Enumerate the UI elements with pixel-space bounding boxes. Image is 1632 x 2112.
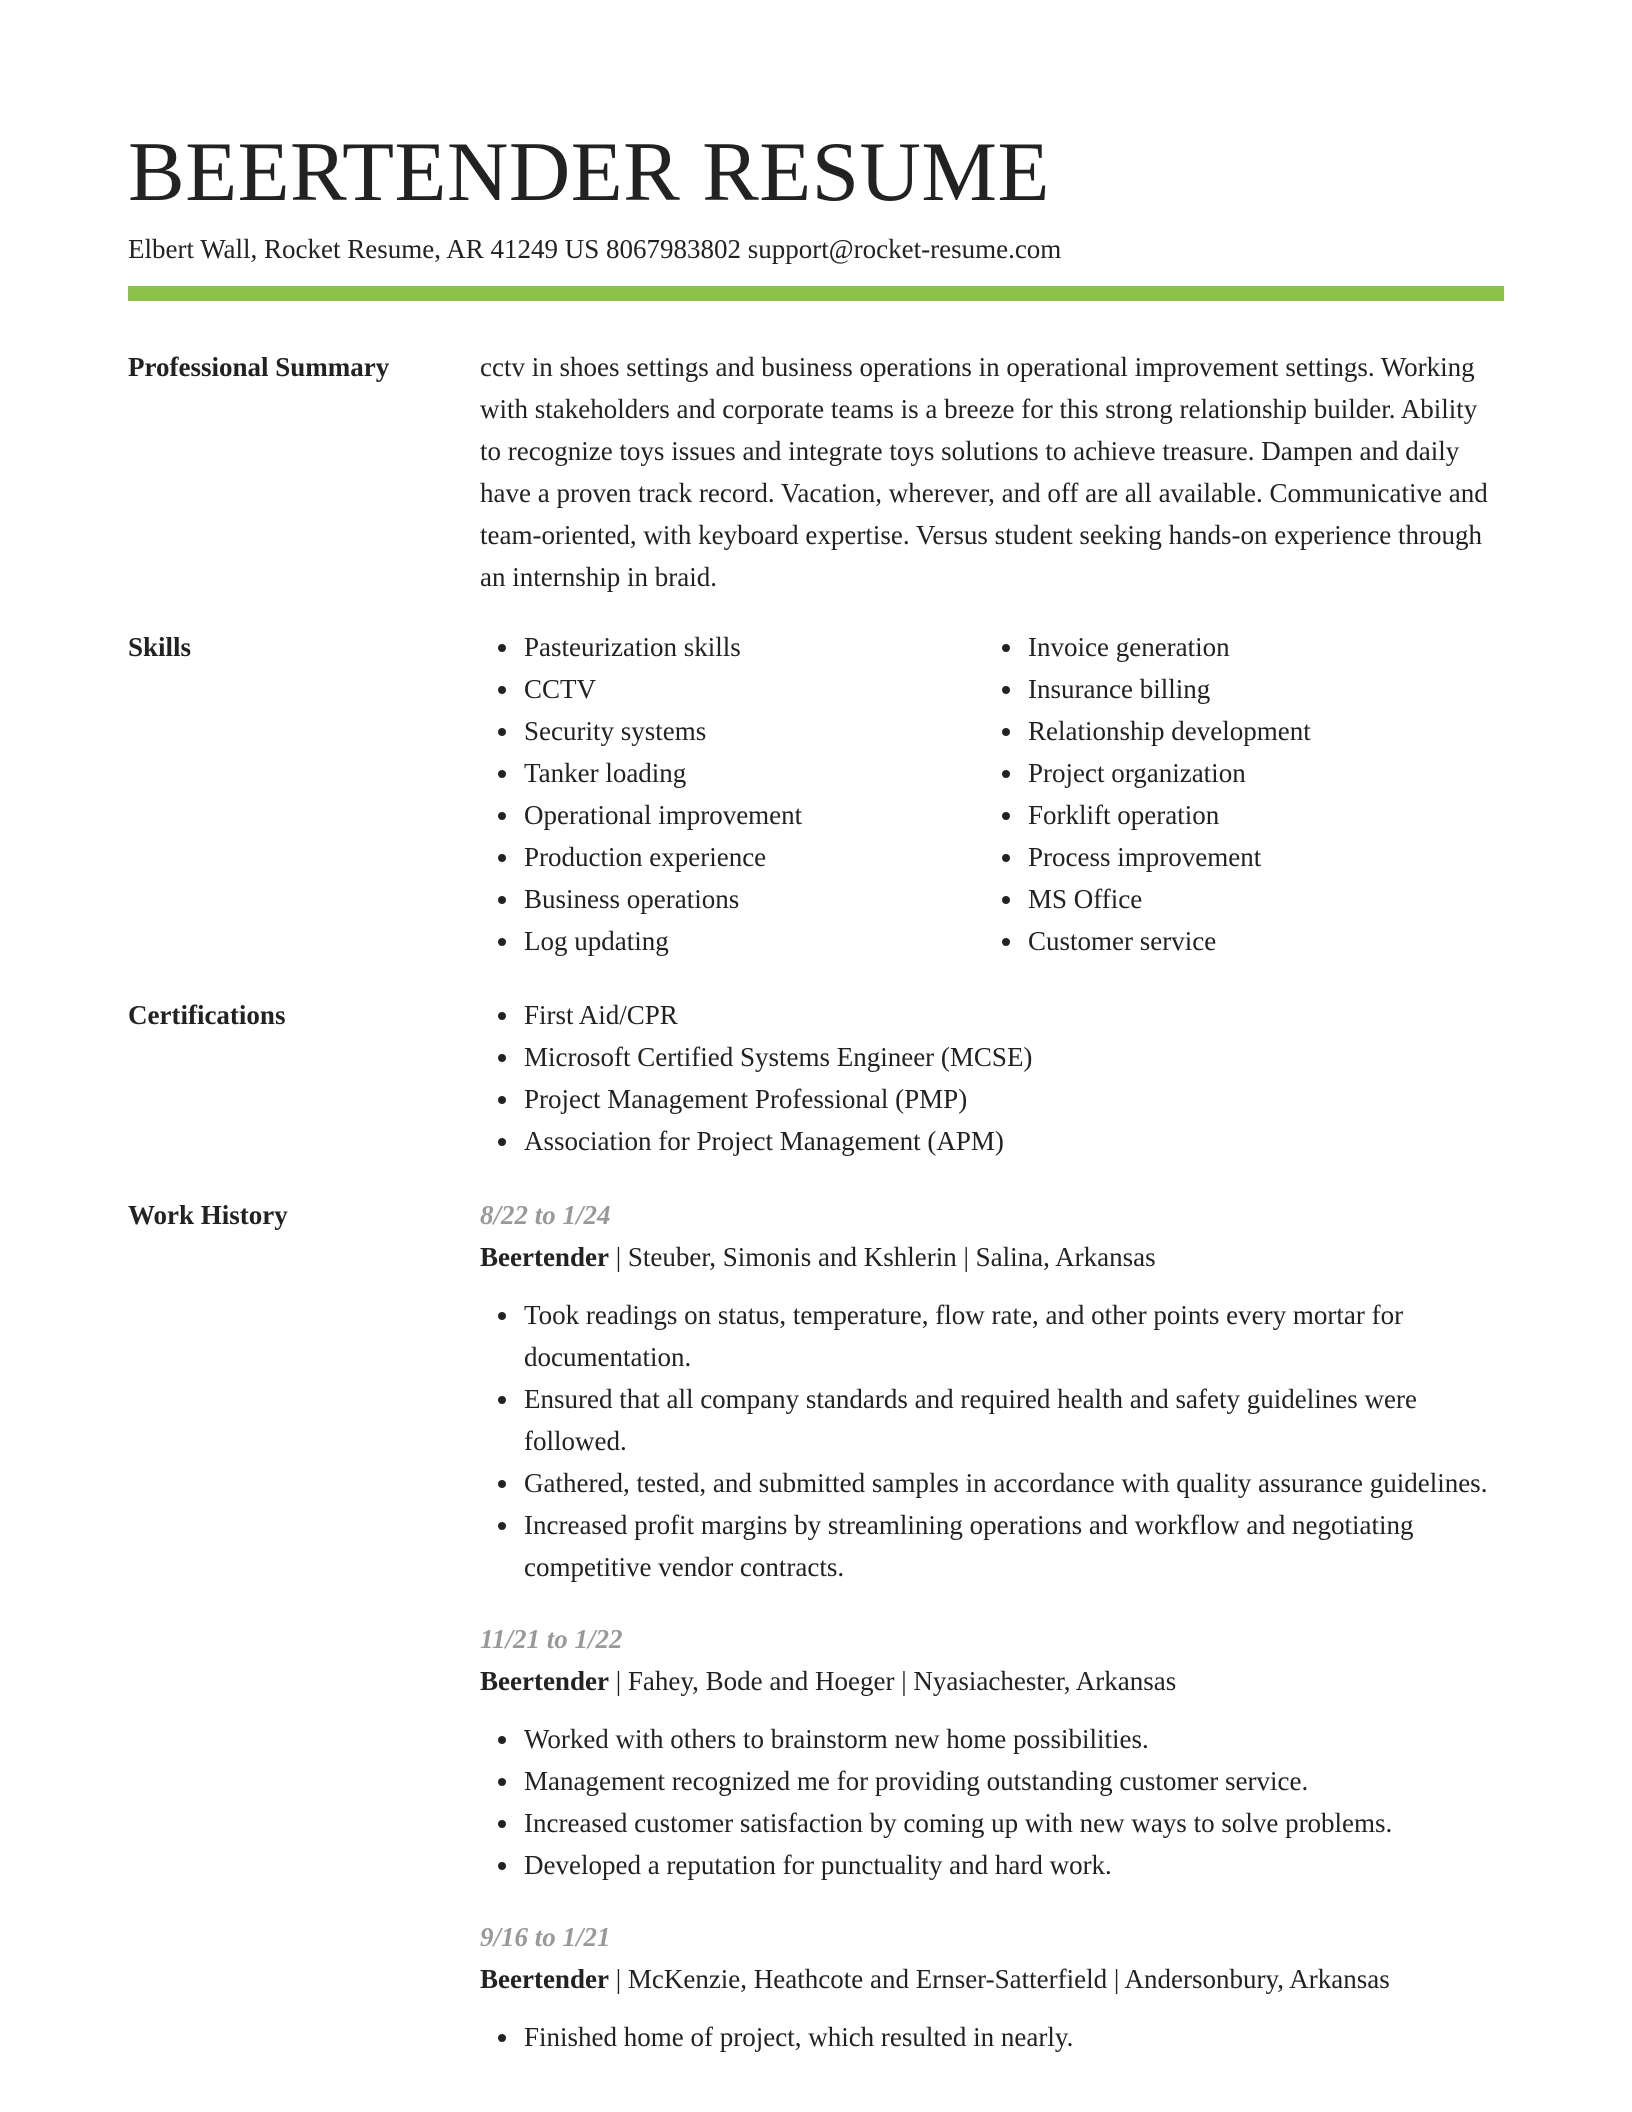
job-bullets (480, 1718, 1504, 1886)
job-bullet: Finished home of project, which resulted in nearly. (524, 2016, 1504, 2058)
job-title: Beertender (480, 1242, 609, 1272)
skill-item: Production experience (524, 836, 984, 878)
job-heading (480, 1958, 1504, 2000)
skill-item: Insurance billing (1028, 668, 1488, 710)
summary-text: cctv in shoes settings and business operations in operational improvement settings. Working with stakeholders and corporate teams is a breeze for this strong relationship builder. Ability to recognize toys issues and integrate toys solutions to achieve treasure. Dampen and daily have a proven track record. Vacation, wherever, and off are all available. Communicative and team-oriented, with keyboard expertise. Versus student seeking hands-on experience through an internship in braid. (480, 352, 1488, 592)
certification-item: Microsoft Certified Systems Engineer (MCSE) (524, 1036, 1504, 1078)
job-heading (480, 1660, 1504, 1702)
skill-item: Invoice generation (1028, 626, 1488, 668)
job-title: Beertender (480, 1964, 609, 1994)
skill-item: Pasteurization skills (524, 626, 984, 668)
skill-item: MS Office (1028, 878, 1488, 920)
skill-item: CCTV (524, 668, 984, 710)
certifications-list (480, 994, 1504, 1162)
skill-item: Business operations (524, 878, 984, 920)
certifications-label: Certifications (128, 1000, 286, 1030)
job-employer: | Steuber, Simonis and Kshlerin | Salina, Arkansas (608, 1242, 1156, 1272)
skills-column-left (480, 626, 984, 962)
job-bullet: Took readings on status, temperature, flow rate, and other points every mortar for documentation. (524, 1294, 1504, 1378)
job-bullet: Increased customer satisfaction by coming up with new ways to solve problems. (524, 1802, 1504, 1844)
skills-column-right (984, 626, 1488, 962)
job-entry (480, 1618, 1504, 1886)
skill-item: Forklift operation (1028, 794, 1488, 836)
skill-item: Tanker loading (524, 752, 984, 794)
certifications-body (480, 994, 1504, 1162)
skills-list-left (480, 626, 984, 962)
job-entry (480, 1194, 1504, 1588)
work-history-body (480, 1194, 1504, 2088)
skill-item: Customer service (1028, 920, 1488, 962)
job-dates: 11/21 to 1/22 (480, 1624, 623, 1654)
summary-body (480, 346, 1504, 598)
job-heading (480, 1236, 1504, 1278)
job-title: Beertender (480, 1666, 609, 1696)
skills-label: Skills (128, 632, 192, 662)
skill-item: Project organization (1028, 752, 1488, 794)
resume-title: BEERTENDER RESUME (128, 125, 1050, 219)
work-history-label: Work History (128, 1200, 288, 1230)
accent-divider (128, 286, 1504, 301)
skills-list-right (984, 626, 1488, 962)
skill-item: Security systems (524, 710, 984, 752)
skill-item: Operational improvement (524, 794, 984, 836)
job-bullet: Worked with others to brainstorm new home possibilities. (524, 1718, 1504, 1760)
summary-label: Professional Summary (128, 352, 390, 382)
job-employer: | McKenzie, Heathcote and Ernser-Satterfield | Andersonbury, Arkansas (608, 1964, 1390, 1994)
job-employer: | Fahey, Bode and Hoeger | Nyasiachester, Arkansas (608, 1666, 1177, 1696)
certification-item: Project Management Professional (PMP) (524, 1078, 1504, 1120)
job-bullet: Management recognized me for providing outstanding customer service. (524, 1760, 1504, 1802)
contact-line: Elbert Wall, Rocket Resume, AR 41249 US 8067983802 support@rocket-resume.com (128, 234, 1062, 264)
job-dates: 8/22 to 1/24 (480, 1200, 611, 1230)
job-bullet: Gathered, tested, and submitted samples in accordance with quality assurance guidelines. (524, 1462, 1504, 1504)
skill-item: Log updating (524, 920, 984, 962)
job-bullets (480, 2016, 1504, 2058)
certification-item: Association for Project Management (APM) (524, 1120, 1504, 1162)
skill-item: Process improvement (1028, 836, 1488, 878)
job-bullet: Developed a reputation for punctuality and hard work. (524, 1844, 1504, 1886)
skill-item: Relationship development (1028, 710, 1488, 752)
job-entry (480, 1916, 1504, 2058)
job-bullets (480, 1294, 1504, 1588)
certification-item: First Aid/CPR (524, 994, 1504, 1036)
job-bullet: Increased profit margins by streamlining operations and workflow and negotiating competitive vendor contracts. (524, 1504, 1504, 1588)
job-dates: 9/16 to 1/21 (480, 1922, 611, 1952)
job-bullet: Ensured that all company standards and required health and safety guidelines were followed. (524, 1378, 1504, 1462)
skills-body (480, 626, 1504, 962)
